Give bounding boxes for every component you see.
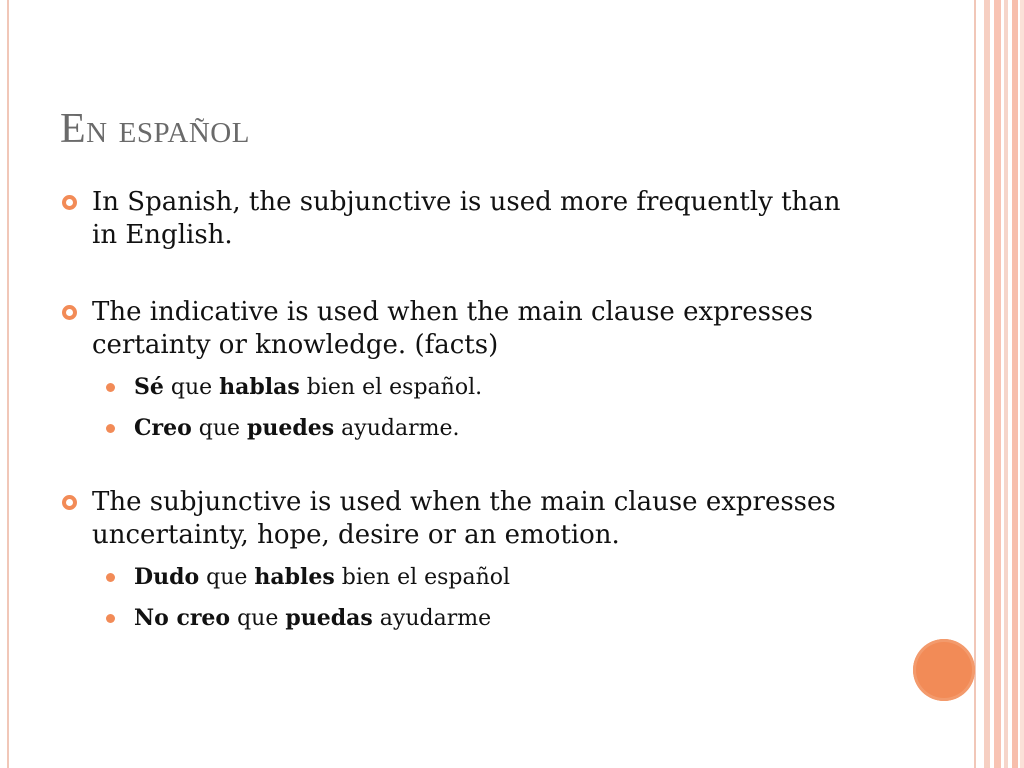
bullet-icon bbox=[62, 195, 77, 210]
example-connector: que bbox=[199, 565, 255, 590]
example-connector: que bbox=[230, 606, 286, 631]
example-verb-main: Dudo bbox=[134, 564, 200, 590]
example-verb-sub: hables bbox=[254, 564, 335, 590]
bullet-point bbox=[62, 186, 862, 252]
stripe bbox=[1004, 0, 1008, 768]
sub-bullet bbox=[62, 564, 862, 591]
stripe bbox=[984, 0, 990, 768]
left-frame-line bbox=[7, 0, 9, 768]
example-rest: bien el español bbox=[334, 565, 511, 590]
example-verb-main: No creo bbox=[134, 605, 231, 631]
sub-bullet-list bbox=[62, 374, 862, 442]
stripe bbox=[974, 0, 976, 768]
bullet-point bbox=[62, 486, 862, 552]
example-connector: que bbox=[163, 375, 220, 400]
sub-bullet bbox=[62, 415, 862, 442]
bullet-text: In Spanish, the subjunctive is used more frequently than in English. bbox=[92, 187, 841, 250]
example-verb-main: Creo bbox=[134, 415, 192, 441]
sub-bullet-icon bbox=[106, 383, 115, 392]
sub-bullet bbox=[62, 605, 862, 632]
slide-title: En español bbox=[60, 106, 250, 152]
example-verb-main: Sé bbox=[134, 374, 164, 400]
right-decorative-stripes bbox=[974, 0, 1024, 768]
bullet-icon bbox=[62, 305, 77, 320]
example-verb-sub: puedes bbox=[247, 415, 335, 441]
example-rest: bien el español. bbox=[299, 375, 483, 400]
bullet-point bbox=[62, 296, 862, 362]
bullet-text: The indicative is used when the main clause expresses certainty or knowledge. (facts) bbox=[92, 297, 813, 360]
example-verb-sub: puedas bbox=[285, 605, 373, 631]
sub-bullet-icon bbox=[106, 614, 115, 623]
stripe bbox=[1012, 0, 1018, 768]
sub-bullet-icon bbox=[106, 424, 115, 433]
example-verb-sub: hablas bbox=[219, 374, 300, 400]
bullet-text: The subjunctive is used when the main clause expresses uncertainty, hope, desire or an emotion. bbox=[92, 487, 836, 550]
decorative-circle bbox=[913, 639, 975, 701]
stripe bbox=[994, 0, 1001, 768]
example-rest: ayudarme. bbox=[334, 416, 460, 441]
stripe bbox=[1020, 0, 1024, 768]
slide-content bbox=[62, 186, 862, 632]
example-rest: ayudarme bbox=[372, 606, 492, 631]
sub-bullet-list bbox=[62, 564, 862, 632]
bullet-icon bbox=[62, 495, 77, 510]
sub-bullet bbox=[62, 374, 862, 401]
example-connector: que bbox=[191, 416, 248, 441]
sub-bullet-icon bbox=[106, 573, 115, 582]
